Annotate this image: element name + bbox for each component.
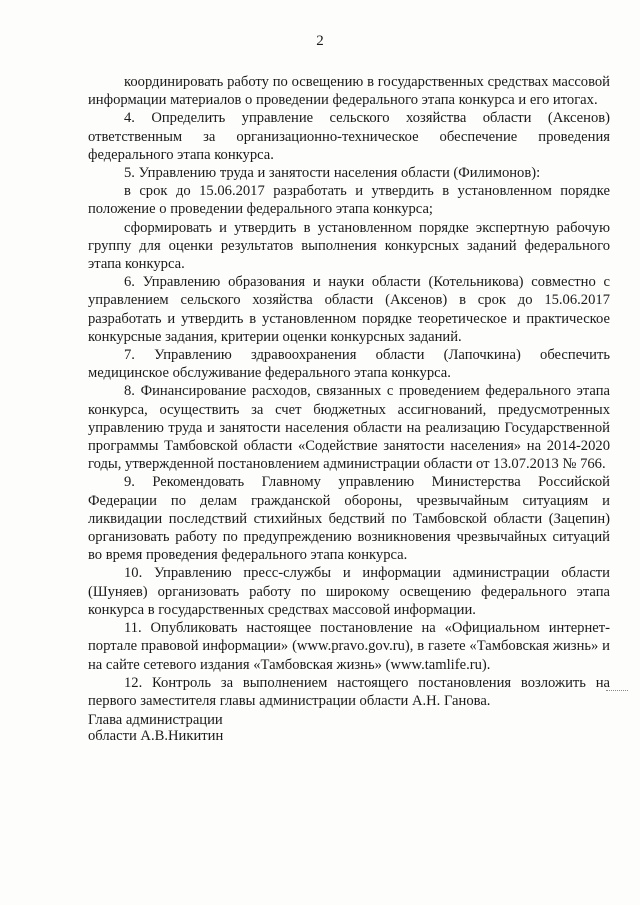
paragraph-item-12: 12. Контроль за выполнением настоящего постановления возложить на первого заместителя главы администрации области А.Н. Ганова. — [88, 674, 610, 709]
paragraph-item-11: 11. Опубликовать настоящее постановление на «Официальном интернет-портале правовой информации» (www.pravo.gov.ru), в газете «Тамбовская жизнь» и на сайте сетевого издания «Тамбовская жизнь» (www.tamlife.ru). — [88, 620, 610, 673]
paragraph-item-10: 10. Управлению пресс-службы и информации администрации области (Шуняев) организовать работу по широкому освещению федерального этапа конкурса в государственных средствах массовой информации. — [88, 565, 610, 618]
paragraph-item-5: 5. Управлению труда и занятости населения области (Филимонов): — [124, 165, 541, 182]
signature-title: Глава администрации — [88, 712, 223, 728]
margin-mark — [606, 690, 628, 692]
paragraph-item-8: 8. Финансирование расходов, связанных с проведением федерального этапа конкурса, осуществить за счет бюджетных ассигнований, предусмотренных управлению труда и занятости населения области на реализацию Государственной программы Тамбовской области «Содействие занятости населения» на 2014-2020 годы, утвержденной постановлением администрации области от 13.07.2013 № 766. — [88, 383, 610, 473]
document-body — [88, 73, 610, 710]
paragraph-item-5-sub-2: сформировать и утвердить в установленном порядке экспертную рабочую группу для оценки результатов выполнения конкурсных заданий федерального этапа конкурса. — [88, 219, 610, 273]
paragraph-item-6: 6. Управлению образования и науки области (Котельникова) совместно с управлением сельского хозяйства области (Аксенов) в срок до 15.06.2017 разработать и утвердить в установленном порядке теоретическое и практическое конкурсные задания, критерии оценки конкурсных заданий. — [88, 274, 610, 345]
signature-block — [88, 712, 223, 744]
paragraph-item-7: 7. Управлению здравоохранения области (Лапочкина) обеспечить медицинское обслуживание федерального этапа конкурса. — [88, 347, 610, 382]
paragraph-item-4: 4. Определить управление сельского хозяйства области (Аксенов) ответственным за организационно-техническое обеспечение проведения федерального этапа конкурса. — [88, 110, 610, 163]
signature-name: области А.В.Никитин — [88, 728, 224, 744]
page-number: 2 — [316, 33, 324, 49]
paragraph-continuation: координировать работу по освещению в государственных средствах массовой информации материалов о проведении федерального этапа конкурса и его итогах. — [88, 74, 610, 109]
paragraph-item-9: 9. Рекомендовать Главному управлению Министерства Российской Федерации по делам гражданской обороны, чрезвычайным ситуациям и ликвидации последствий стихийных бедствий по Тамбовской области (Зацепин) организовать работу по предупреждению возникновения чрезвычайных ситуаций во время проведения федерального этапа конкурса. — [88, 474, 610, 564]
paragraph-item-5-sub-1: в срок до 15.06.2017 разработать и утвердить в установленном порядке положение о проведении федерального этапа конкурса; — [88, 183, 610, 218]
